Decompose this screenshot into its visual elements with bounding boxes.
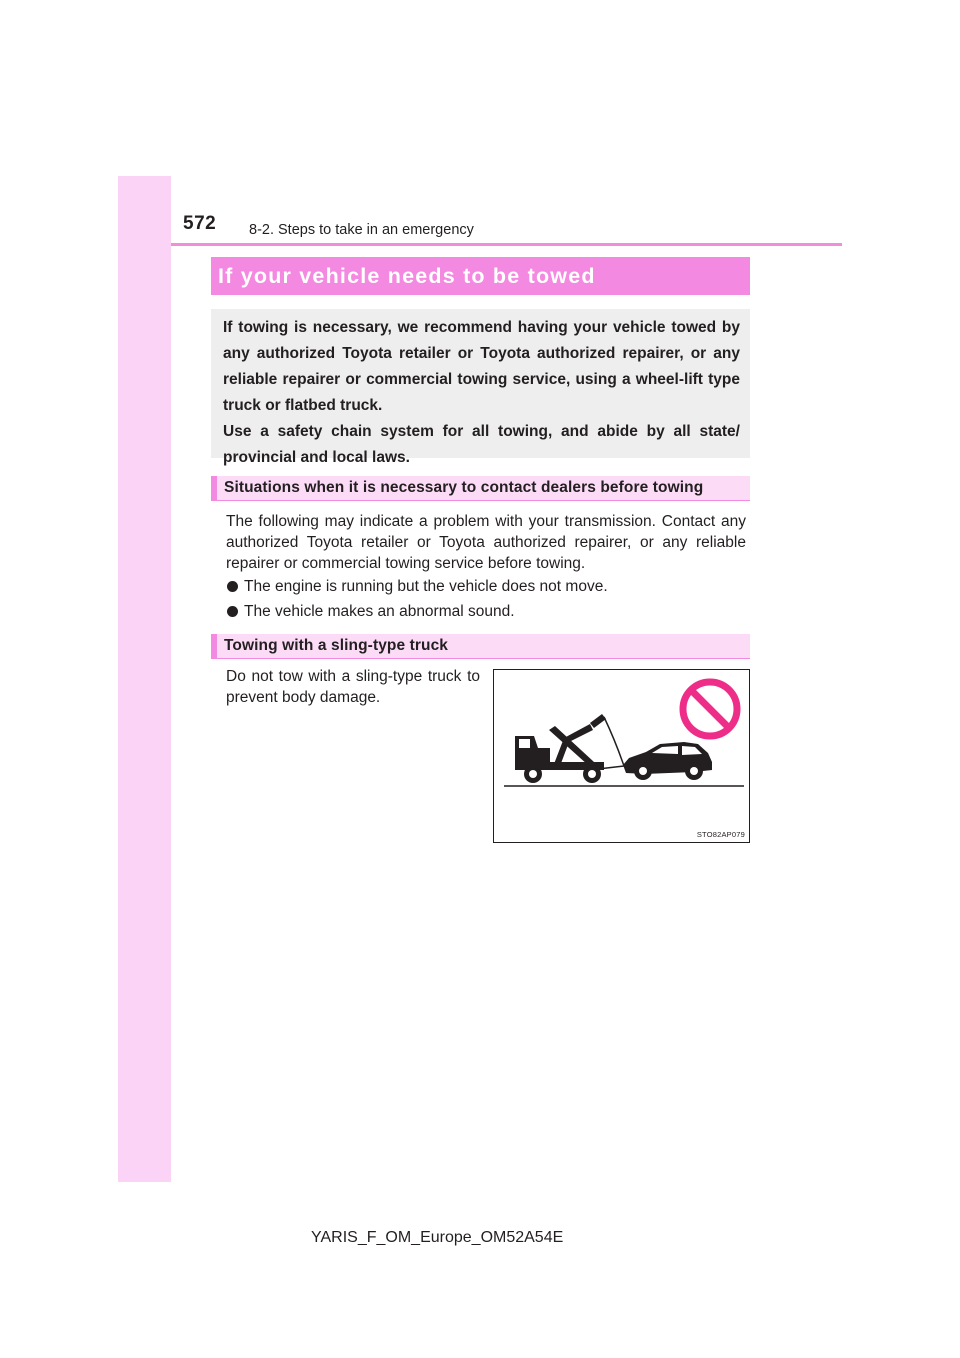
bullet-icon: [227, 606, 238, 617]
subheading-dealers: [211, 476, 750, 501]
header-divider: [171, 243, 842, 246]
sling-truck-illustration: [493, 669, 750, 843]
subheading-dealers-text: Situations when it is necessary to contact dealers before towing: [224, 479, 704, 496]
bullet-icon: [227, 581, 238, 592]
intro-paragraph-1: If towing is necessary, we recommend having your vehicle towed by any authorized Toyota retailer or Toyota authorized repairer, or any reliable repairer or commercial towing service, using a wheel-lift type truck or flatbed truck.: [223, 319, 740, 414]
subheading-sling: [211, 634, 750, 659]
illustration-graphic: [494, 670, 749, 842]
main-heading-text: If your vehicle needs to be towed: [218, 263, 596, 288]
intro-box: [211, 309, 750, 466]
intro-paragraph-2: Use a safety chain system for all towing, and abide by all state/ provincial and local laws.: [223, 423, 740, 466]
sling-body-text: Do not tow with a sling-type truck to prevent body damage.: [226, 668, 480, 706]
bullet-item: [226, 601, 515, 622]
page-number: 572: [183, 213, 217, 234]
section-title: 8-2. Steps to take in an emergency: [249, 222, 474, 238]
dealers-body-text: The following may indicate a problem with your transmission. Contact any authorized Toyota retailer or Toyota authorized repairer, or any reliable repairer or commercial towing service before towing.: [226, 513, 746, 572]
chapter-tab-bar: [118, 176, 171, 1182]
figure-code: STO82AP079: [696, 830, 745, 839]
prohibited-icon: [683, 682, 737, 736]
footer-doc-id: YARIS_F_OM_Europe_OM52A54E: [311, 1229, 564, 1246]
bullet-text: The vehicle makes an abnormal sound.: [244, 603, 515, 620]
main-heading: [211, 257, 750, 295]
subheading-sling-text: Towing with a sling-type truck: [224, 637, 449, 654]
bullet-item: [226, 576, 608, 597]
bullet-text: The engine is running but the vehicle does not move.: [244, 578, 608, 595]
